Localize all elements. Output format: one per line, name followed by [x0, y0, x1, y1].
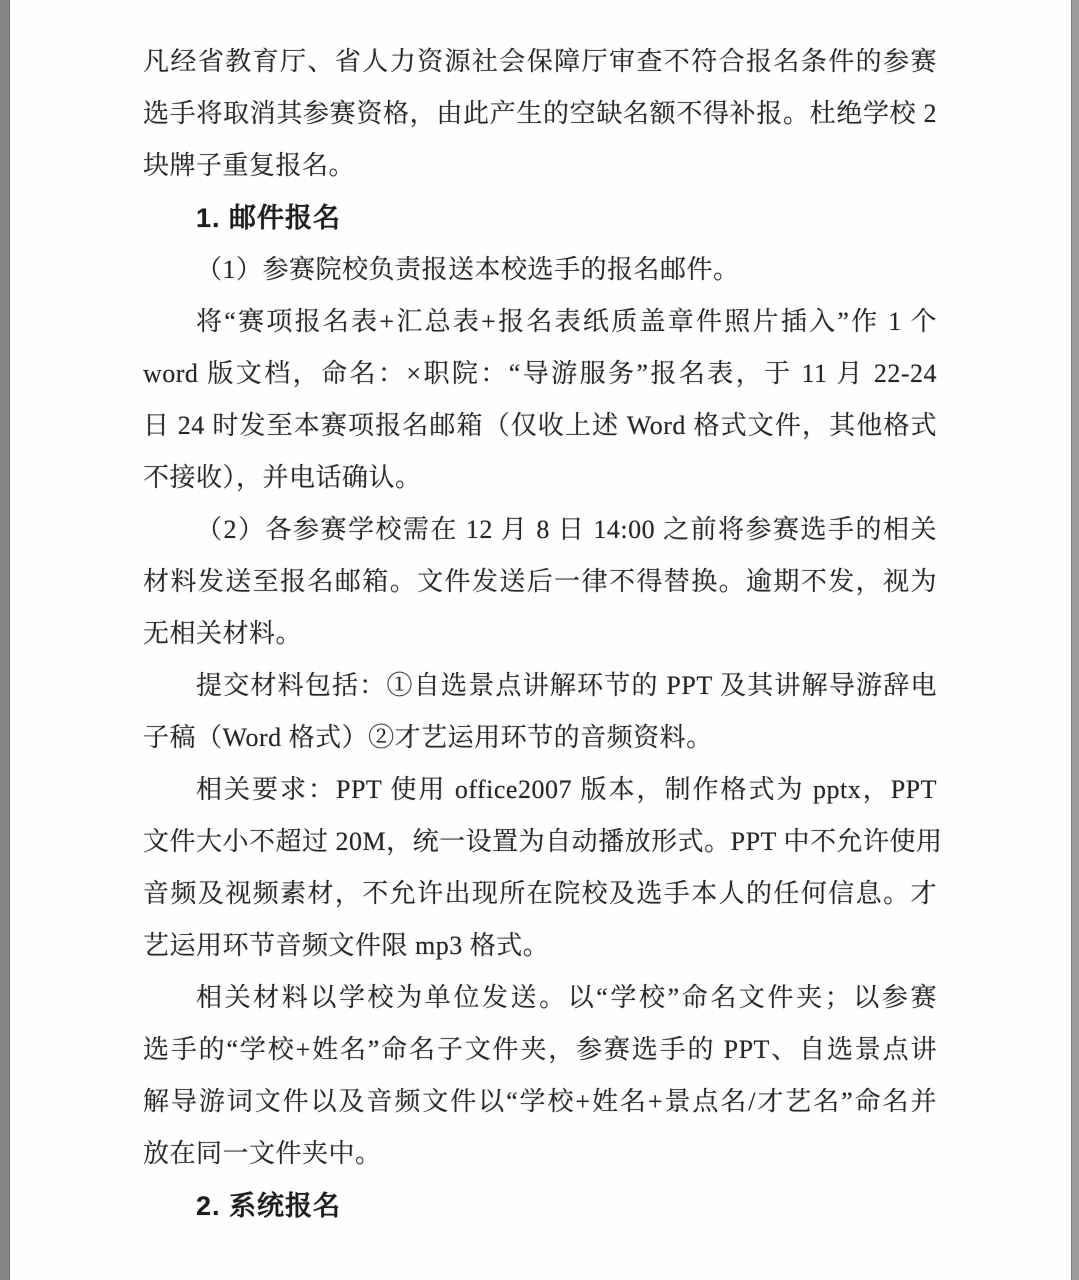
- text-line: 将“赛项报名表+汇总表+报名表纸质盖章件照片插入”作 1 个: [196, 307, 937, 336]
- text-line: 解导游词文件以及音频文件以“学校+姓名+景点名/才艺名”命名并: [143, 1087, 937, 1116]
- text-line: 文件大小不超过 20M，统一设置为自动播放形式。PPT 中不允许使用: [143, 827, 943, 856]
- text-line: 子稿（Word 格式）②才艺运用环节的音频资料。: [143, 723, 713, 752]
- text-line: 提交材料包括：①自选景点讲解环节的 PPT 及其讲解导游辞电: [196, 671, 937, 700]
- text-line: 相关材料以学校为单位发送。以“学校”命名文件夹；以参赛: [196, 983, 937, 1012]
- text-line: 相关要求：PPT 使用 office2007 版本，制作格式为 pptx，PPT: [196, 775, 937, 804]
- text-line: 不接收），并电话确认。: [143, 463, 422, 492]
- text-line: 音频及视频素材，不允许出现所在院校及选手本人的任何信息。才: [143, 879, 937, 908]
- text-line: （2）各参赛学校需在 12 月 8 日 14:00 之前将参赛选手的相关: [196, 515, 937, 544]
- section-heading: 1. 邮件报名: [196, 203, 342, 233]
- text-line: 材料发送至报名邮箱。文件发送后一律不得替换。逾期不发，视为: [143, 567, 937, 596]
- text-line: 无相关材料。: [143, 619, 303, 648]
- text-line: （1）参赛院校负责报送本校选手的报名邮件。: [196, 255, 740, 284]
- text-line: 艺运用环节音频文件限 mp3 格式。: [143, 931, 550, 960]
- text-line: word 版文档，命名：×职院：“导游服务”报名表，于 11 月 22-24: [143, 359, 937, 388]
- text-line: 凡经省教育厅、省人力资源社会保障厅审查不符合报名条件的参赛: [143, 47, 937, 76]
- text-line: 放在同一文件夹中。: [143, 1139, 382, 1168]
- text-line: 选手的“学校+姓名”命名子文件夹，参赛选手的 PPT、自选景点讲: [143, 1035, 937, 1064]
- right-page-edge: [1071, 0, 1079, 1280]
- text-line: 块牌子重复报名。: [143, 151, 356, 180]
- text-line: 日 24 时发至本赛项报名邮箱（仅收上述 Word 格式文件，其他格式: [143, 411, 937, 440]
- text-line: 选手将取消其参赛资格，由此产生的空缺名额不得补报。杜绝学校 2: [143, 99, 937, 128]
- left-page-edge: [0, 0, 10, 1280]
- document-body: [143, 36, 943, 1232]
- section-heading: 2. 系统报名: [196, 1191, 342, 1221]
